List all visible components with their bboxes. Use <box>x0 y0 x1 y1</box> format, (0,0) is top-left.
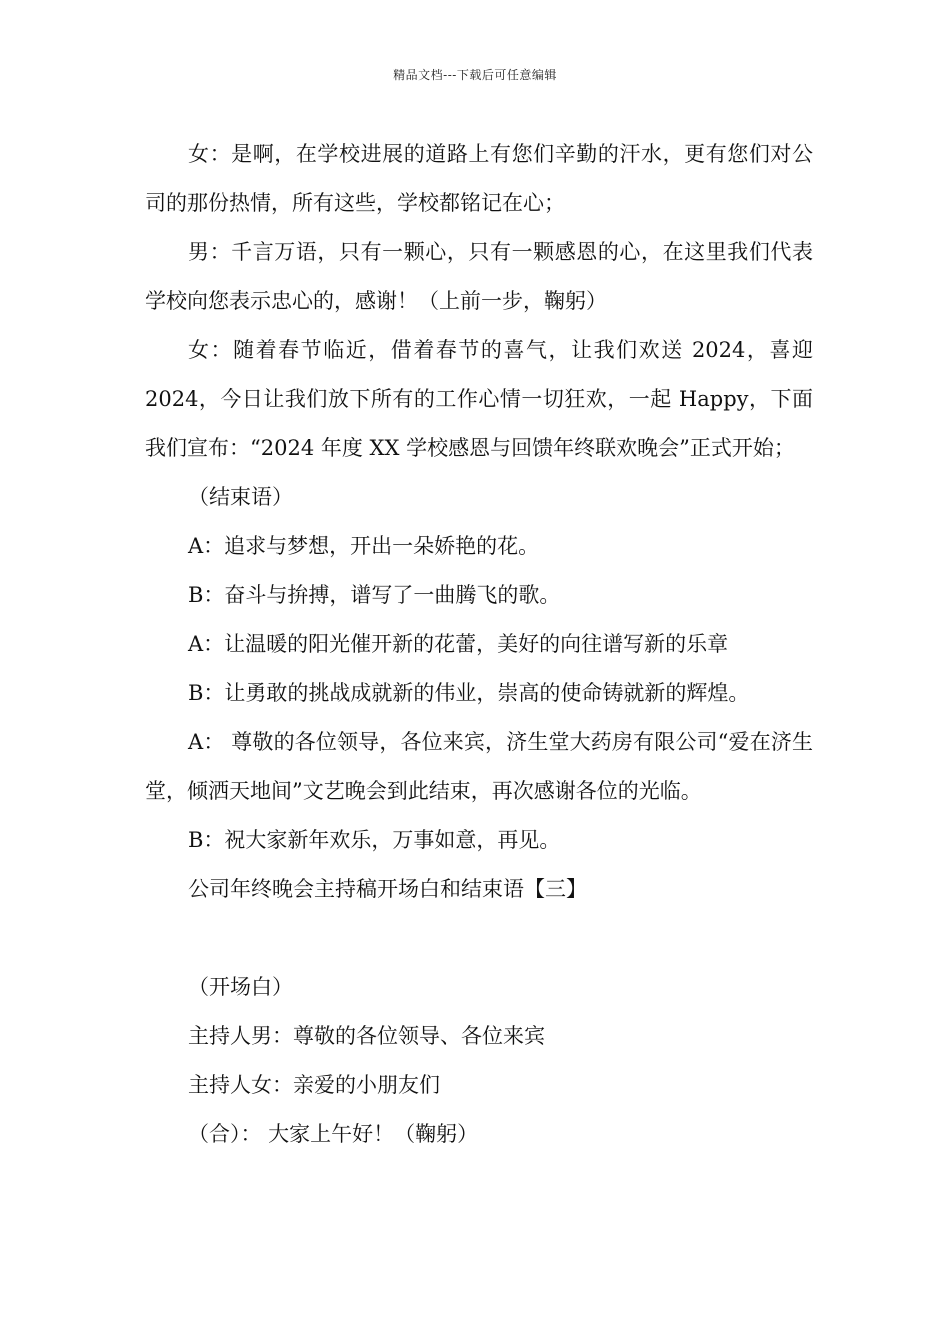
paragraph: B：祝大家新年欢乐，万事如意，再见。 <box>188 828 561 852</box>
section-heading-opening: （开场白） <box>188 975 293 999</box>
section-title: 公司年终晚会主持稿开场白和结束语【三】 <box>188 877 587 901</box>
page-header: 精品文档---下载后可任意编辑 <box>393 68 557 82</box>
paragraph: A： 尊敬的各位领导，各位来宾，济生堂大药房有限公司“爱在济生堂，倾洒天地间”文艺晚会到此结束，再次感谢各位的光临。 <box>145 730 813 803</box>
paragraph: A：让温暖的阳光催开新的花蕾，美好的向往谱写新的乐章 <box>188 632 729 656</box>
paragraph: 男：千言万语，只有一颗心，只有一颗感恩的心，在这里我们代表学校向您表示忠心的，感谢！（上前一步，鞠躬） <box>145 240 813 313</box>
paragraph: 女：随着春节临近，借着春节的喜气，让我们欢送 2024，喜迎 2024，今日让我们放下所有的工作心情一切狂欢，一起 Happy，下面我们宣布：“2024 年度 XX 学校感恩与回馈年终联欢晚会”正式开始； <box>145 338 813 460</box>
paragraph: 主持人男：尊敬的各位领导、各位来宾 <box>188 1024 545 1048</box>
paragraph: B：奋斗与拚搏，谱写了一曲腾飞的歌。 <box>188 583 561 607</box>
blank-line <box>145 914 813 963</box>
paragraph: （合）： 大家上午好！（鞠躬） <box>188 1122 479 1146</box>
paragraph: A：追求与梦想，开出一朵娇艳的花。 <box>188 534 540 558</box>
section-heading-closing: （结束语） <box>188 485 293 509</box>
paragraph: B：让勇敢的挑战成就新的伟业，崇高的使命铸就新的辉煌。 <box>188 681 750 705</box>
document-body <box>145 130 813 1159</box>
paragraph: 主持人女：亲爱的小朋友们 <box>188 1073 440 1097</box>
paragraph: 女：是啊，在学校进展的道路上有您们辛勤的汗水，更有您们对公司的那份热情，所有这些，学校都铭记在心； <box>145 142 813 215</box>
